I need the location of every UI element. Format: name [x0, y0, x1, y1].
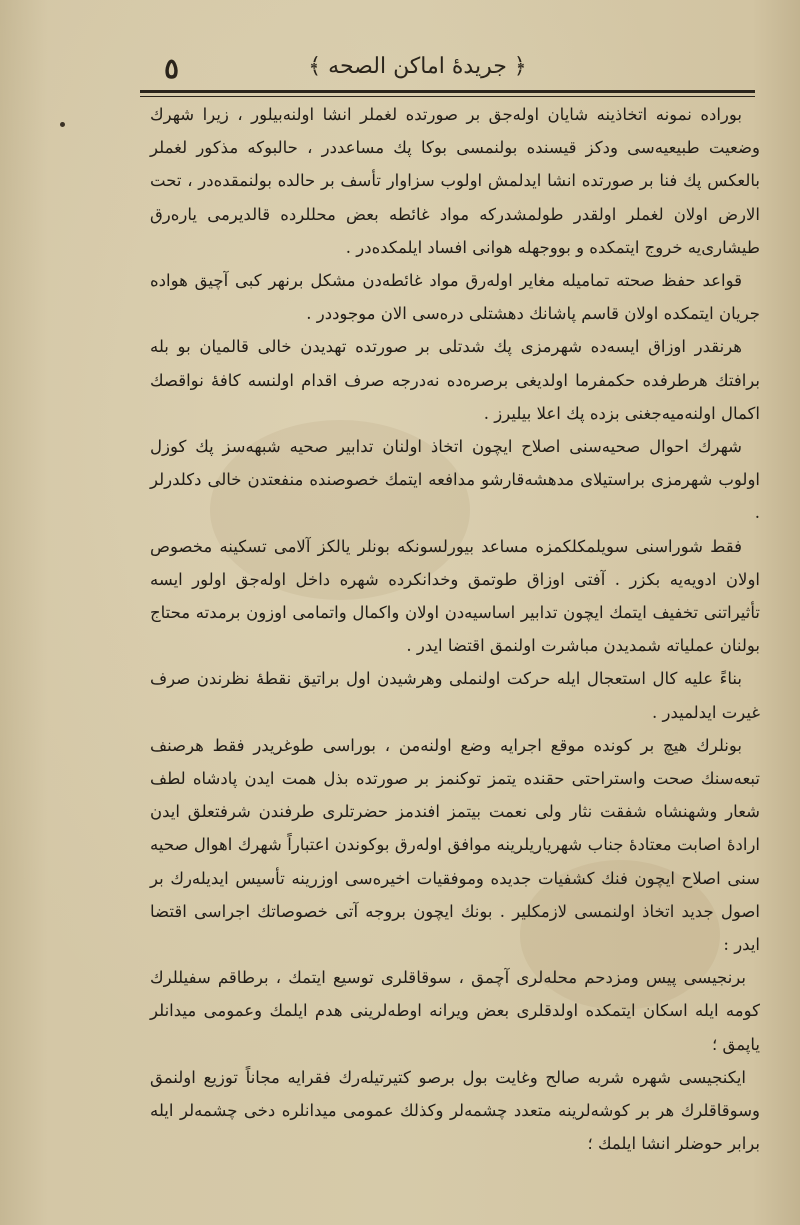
- page-number: ٥: [164, 52, 180, 85]
- paragraph: بوراده نمونه اتخاذینه شایان اوله‌جق بر صورتده لغملر انشا اولنه‌بیلور ، زیرا شهرك وضعیت طبیعیه‌سی ودکز قیسنده بولنمسی بوکا پك مساعددر ، حالبوکه مذکور لغملر بالعکس پك فنا بر صورتده انشا ایدلمش اولوب سزاوار تأسف بر حالده بولنمقده‌در ، تحت الارض اولان لغملر اولقدر طولمشدرکه مواد غائطه بعض محللرده قالدیرمی یاره‌رق طیشاری‌یه خروج ایتمکده و بووجهله هوانی افساد ایلمکده‌در .: [150, 105, 760, 257]
- list-item: ایکنجیسی شهره شربه صالح وغایت بول برصو کتیرتیله‌رك فقرایه مجاناً توزیع اولنمق وسوقاقلرك هر بر کوشه‌لرینه متعدد چشمه‌لر وکذلك عمومی میدانلره دخی چشمه‌لر ایله برابر حوضلر انشا ایلمك ؛: [150, 1067, 760, 1154]
- paragraph: قواعد حفظ صحته تمامیله مغایر اوله‌رق مواد غائطه‌دن مشکل برنهر کبی آچیق هواده جریان ایتمکده اولان قاسم پاشانك دهشتلی دره‌سی الان موجوددر .: [150, 271, 760, 324]
- article-body: [150, 98, 760, 1198]
- header-rule-thick: [140, 90, 755, 93]
- paragraph: شهرك احوال صحیه‌سنی اصلاح ایچون اتخاذ اولنان تدابیر صحیه شبهه‌سز پك کوزل اولوب شهرمزی براستیلای مدهشه‌قارشو مدافعه ایتمك خصوصنده منفعتدن خالی دکلدرلر .: [150, 437, 760, 523]
- paper-hole: [60, 122, 65, 127]
- header-rule-thin: [140, 96, 755, 97]
- paragraph: بناءً علیه کال استعجال ایله حرکت اولنملی وهرشیدن اول براتیق نقطهٔ نظرندن صرف غیرت ایدلمیدر .: [150, 669, 760, 722]
- page-header: [140, 52, 755, 88]
- list-item: برنجیسی پیس ومزدحم محله‌لری آچمق ، سوقاقلری توسیع ایتمك ، برطاقم سفیللرك کومه ایله اسکان ایتمکده اولدقلری بعض ویرانه اوطه‌لرینی هدم ایلمك وعمومی میدانلر یاپمق ؛: [150, 968, 760, 1054]
- running-title: ﴿ جريدهٔ اماكن الصحه ﴾: [308, 54, 527, 79]
- paragraph: بونلرك هیچ بر کونده موقع اجرایه وضع اولنه‌من ، بوراسی طوغریدر فقط هرصنف تبعه‌سنك صحت واستراحتی حقنده یتمز توکنمز بر صورتده بذل همت ایدن پادشاه لطف شعار وشهنشاه شفقت نثار ولی نعمت بیتمز افندمز حضرتلری طرفندن شرفتعلق ایدن ارادهٔ اصابت معتادهٔ جناب شهریاریلرینه موافق اوله‌رق بوکوندن اعتباراً شهرك اهوال صحیه‌ سنی اصلاح ایچون فنك کشفیات جدیده وموفقیات اخیره‌سی اوزرینه تأسیس ایدیله‌رك بر اصول جدید اتخاذ اولنمسی لازمکلیر . بونك ایچون بروجه آتی خصوصاتك اجراسی اقتضا ایدر :: [150, 735, 760, 955]
- paragraph: فقط شوراسنی سویلمکلکمزه مساعد بیورلسونکه بونلر یالکز آلامی تسکینه مخصوص اولان ادویه‌یه بکزر . آفتی اوزاق طوتمق وخدانکرده شهره داخل اوله‌جق اولور ایسه تأثیراتنی تخفیف ایتمك ایچون تدابیر اساسیه‌دن اولان واکمال واتمامی اوزون برمدته محتاج بولنان عملیاته شمدیدن مباشرت اولنمق اقتضا ایدر .: [150, 536, 760, 656]
- paragraph: هرنقدر اوزاق ایسه‌ده شهرمزی پك شدتلی بر صورتده تهدیدن خالی قالمیان بو بله برافتك هرطرفده حکمفرما اولدیغی برصره‌ده نه‌درجه صرف اقدام اولنسه کافهٔ نواقصك اکمال اولنه‌میه‌جغنی بزده پك اعلا بیلیرز .: [150, 337, 760, 423]
